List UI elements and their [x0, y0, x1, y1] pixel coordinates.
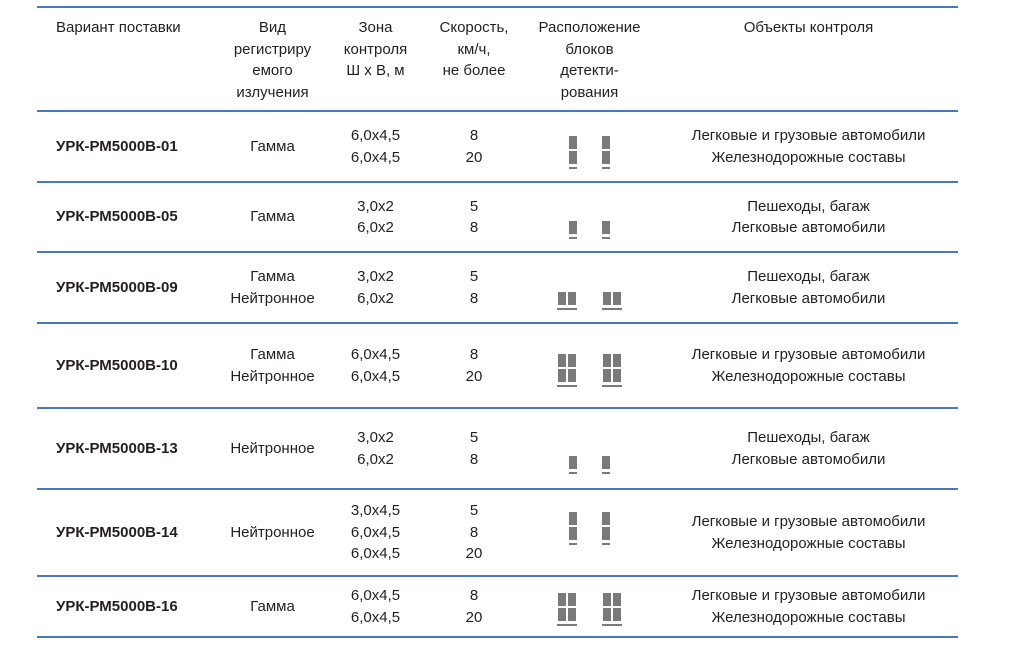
speed-value: 8 [469, 346, 479, 363]
header-variant [37, 8, 222, 110]
object-type: Легковые автомобили [731, 219, 886, 236]
header-speed-line: не более [442, 62, 506, 79]
header-radiation-line: Вид [258, 19, 287, 36]
zone-value: 3,0х4,5 [350, 502, 401, 520]
zone-value: 6,0х2 [357, 219, 394, 236]
detector-layout-icon [520, 253, 659, 322]
radiation-type: Нейтронное [230, 523, 315, 541]
header-objects-label: Объекты контроля [743, 19, 874, 36]
radiation-type: Гамма [250, 346, 295, 363]
zone-value: 6,0х4,5 [350, 587, 401, 604]
delivery-variants-table [37, 6, 958, 638]
detector-pillar-icon [569, 456, 577, 474]
detector-layout-icon [520, 112, 659, 181]
table-row [37, 577, 958, 636]
detector-pillar-icon [557, 593, 577, 626]
speed-value: 8 [469, 127, 479, 144]
speed-value: 20 [465, 148, 483, 166]
radiation-type: Нейтронное [230, 439, 315, 457]
detector-pillar-icon [602, 292, 622, 310]
header-objects [659, 8, 958, 110]
zone-value: 6,0х4,5 [350, 127, 401, 144]
detector-pillar-icon [602, 593, 622, 626]
object-type: Железнодорожные составы [711, 367, 906, 385]
zone-value: 3,0х2 [357, 197, 394, 215]
header-radiation-line: излучения [236, 83, 309, 101]
header-blocks [520, 8, 659, 110]
zone-value: 6,0х4,5 [350, 346, 401, 363]
object-type: Легковые автомобили [731, 450, 886, 468]
detector-pillar-icon [557, 354, 577, 387]
speed-value: 20 [465, 608, 483, 626]
speed-value: 5 [469, 268, 479, 285]
radiation-type: Гамма [250, 268, 295, 285]
detector-pillar-icon [557, 292, 577, 310]
zone-value: 6,0х4,5 [350, 545, 401, 563]
header-radiation [222, 8, 323, 110]
header-speed [428, 8, 520, 110]
zone-value: 6,0х4,5 [350, 148, 401, 166]
zone-value: 6,0х4,5 [350, 523, 401, 541]
object-type: Железнодорожные составы [711, 608, 906, 626]
object-type: Пешеходы, багаж [747, 268, 870, 285]
radiation-type: Нейтронное [230, 367, 315, 385]
table-row [37, 112, 958, 181]
detector-pillar-icon [602, 136, 610, 169]
detector-layout-icon [520, 324, 659, 407]
zone-value: 3,0х2 [357, 268, 394, 285]
header-zone [323, 8, 428, 110]
model-name: УРК-РМ5000В-05 [56, 208, 178, 226]
object-type: Железнодорожные составы [711, 148, 906, 166]
speed-value: 20 [465, 545, 483, 563]
detector-pillar-icon [602, 512, 610, 545]
header-radiation-line: емого [252, 62, 293, 79]
speed-value: 20 [465, 367, 483, 385]
detector-layout-icon [520, 490, 659, 575]
radiation-type: Гамма [250, 597, 295, 615]
speed-value: 8 [469, 587, 479, 604]
table-row [37, 324, 958, 407]
zone-value: 6,0х4,5 [350, 608, 401, 626]
speed-value: 8 [469, 450, 479, 468]
model-name: УРК-РМ5000В-13 [56, 439, 178, 457]
speed-value: 8 [469, 523, 479, 541]
header-zone-line: Ш х В, м [346, 62, 405, 79]
header-speed-line: км/ч, [457, 40, 491, 58]
speed-value: 5 [469, 197, 479, 215]
detector-pillar-icon [602, 456, 610, 474]
object-type: Железнодорожные составы [711, 534, 906, 552]
object-type: Легковые и грузовые автомобили [691, 587, 926, 604]
radiation-type: Гамма [250, 137, 295, 155]
model-name: УРК-РМ5000В-09 [56, 278, 178, 296]
detector-layout-icon [520, 577, 659, 636]
zone-value: 6,0х2 [357, 289, 394, 307]
object-type: Пешеходы, багаж [747, 429, 870, 446]
model-name: УРК-РМ5000В-01 [56, 137, 178, 155]
object-type: Легковые и грузовые автомобили [691, 346, 926, 363]
zone-value: 6,0х2 [357, 450, 394, 468]
model-name: УРК-РМ5000В-16 [56, 597, 178, 615]
detector-pillar-icon [602, 354, 622, 387]
header-variant-label: Вариант поставки [56, 19, 181, 36]
object-type: Легковые автомобили [731, 289, 886, 307]
speed-value: 8 [469, 219, 479, 236]
detector-layout-icon [520, 409, 659, 488]
speed-value: 8 [469, 289, 479, 307]
table-row [37, 183, 958, 251]
radiation-type: Гамма [250, 208, 295, 226]
object-type: Легковые и грузовые автомобили [691, 127, 926, 144]
header-zone-line: контроля [343, 40, 408, 58]
model-name: УРК-РМ5000В-14 [56, 523, 178, 541]
model-name: УРК-РМ5000В-10 [56, 356, 178, 374]
table-row [37, 490, 958, 575]
object-type: Пешеходы, багаж [747, 197, 870, 215]
detector-pillar-icon [569, 136, 577, 169]
header-speed-line: Скорость, [439, 19, 509, 36]
detector-pillar-icon [569, 512, 577, 545]
zone-value: 3,0х2 [357, 429, 394, 446]
header-blocks-line: блоков [565, 40, 614, 58]
zone-value: 6,0х4,5 [350, 367, 401, 385]
speed-value: 5 [469, 502, 479, 520]
header-blocks-line: Расположение [538, 19, 641, 36]
header-blocks-line: рования [560, 83, 619, 101]
table-row [37, 253, 958, 322]
detector-pillar-icon [569, 221, 577, 239]
detector-layout-icon [520, 183, 659, 251]
detector-pillar-icon [602, 221, 610, 239]
header-radiation-line: регистриру [233, 40, 312, 58]
object-type: Легковые и грузовые автомобили [691, 513, 926, 530]
table-row [37, 409, 958, 488]
table-bottom-rule [37, 636, 958, 638]
header-zone-line: Зона [358, 19, 393, 36]
radiation-type: Нейтронное [230, 289, 315, 307]
speed-value: 5 [469, 429, 479, 446]
header-blocks-line: детекти- [560, 62, 619, 79]
table-header [37, 8, 958, 110]
